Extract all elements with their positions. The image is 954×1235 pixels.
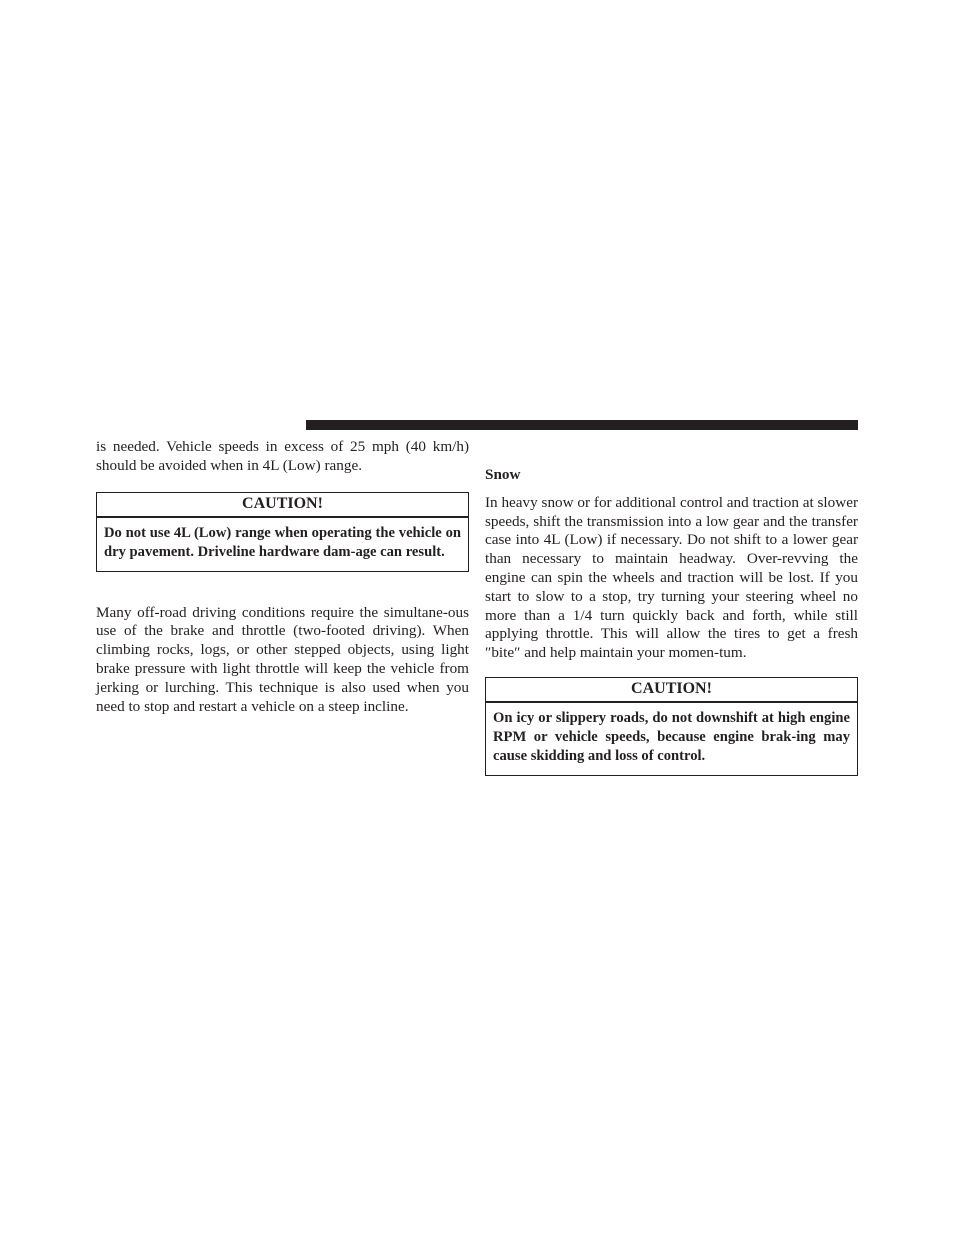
right-column	[485, 438, 858, 776]
header-rule-bar	[306, 420, 858, 430]
left-column	[96, 438, 469, 716]
caution-title: CAUTION!	[97, 493, 468, 518]
intro-paragraph: is needed. Vehicle speeds in excess of 25 mph (40 km/h) should be avoided when in 4L (Low) range.	[96, 438, 469, 474]
caution-text: On icy or slippery roads, do not downshift at high engine RPM or vehicle speeds, because engine brak-ing may cause skidding and loss of control.	[493, 709, 850, 764]
snow-paragraph: In heavy snow or for additional control and traction at slower speeds, shift the transmission into a low gear and the transfer case into 4L (Low) if necessary. Do not shift to a lower gear than necessary to maintain headway. Over-revving the engine can spin the wheels and traction will be lost. If you start to slow to a stop, try turning your steering wheel no more than a 1/4 turn quickly back and forth, while still applying throttle. This will allow the tires to get a fresh ″bite″ and help maintain your momen-tum.	[485, 493, 858, 662]
two-footed-driving-paragraph: Many off-road driving conditions require the simultane-ous use of the brake and throttle (two-footed driving). When climbing rocks, logs, or other stepped objects, using light brake pressure with light throttle will keep the vehicle from jerking or lurching. This technique is also used when you need to stop and restart a vehicle on a steep incline.	[96, 603, 469, 715]
caution-title: CAUTION!	[486, 678, 857, 703]
caution-box-downshift	[485, 677, 858, 776]
snow-heading: Snow	[485, 466, 521, 483]
caution-text: Do not use 4L (Low) range when operating the vehicle on dry pavement. Driveline hardware dam-age can result.	[104, 524, 461, 560]
caution-box-dry-pavement	[96, 492, 469, 572]
